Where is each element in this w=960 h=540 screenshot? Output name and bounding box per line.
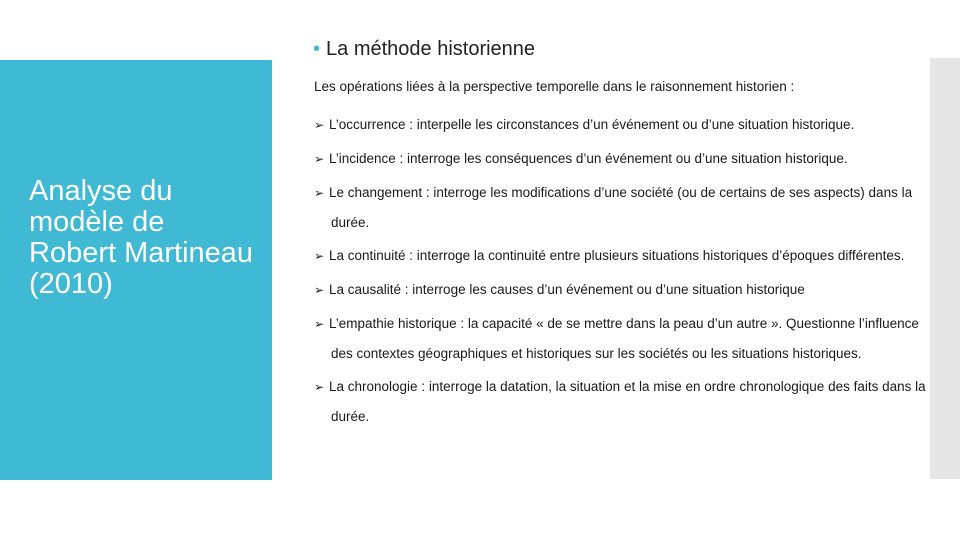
list-item-text: L’empathie historique : la capacité « de se mettre dans la peau d’un autre ». Questionne l’influence des contextes géographiques et historiques sur les sociétés ou les situations historiques. — [329, 316, 919, 361]
side-title: Analyse du modèle de Robert Martineau (2010) — [29, 175, 254, 300]
heading-text: La méthode historienne — [326, 38, 536, 60]
list-item-text: La continuité : interroge la continuité entre plusieurs situations historiques d’époques différentes. — [329, 248, 905, 263]
operations-list — [314, 110, 939, 435]
arrow-bullet-icon: ➢ — [314, 249, 325, 263]
list-item — [314, 275, 939, 305]
list-item — [314, 241, 939, 271]
list-item — [314, 110, 939, 140]
heading-bullet: • — [313, 38, 321, 60]
list-item-text: L’incidence : interroge les conséquences d’un événement ou d’une situation historique. — [329, 151, 848, 166]
arrow-bullet-icon: ➢ — [314, 283, 325, 297]
intro-text: Les opérations liées à la perspective temporelle dans le raisonnement historien : — [314, 79, 795, 94]
list-item-text: La causalité : interroge les causes d’un événement ou d’une situation historique — [329, 282, 805, 297]
arrow-bullet-icon: ➢ — [314, 152, 325, 166]
list-item — [314, 178, 939, 237]
list-item — [314, 144, 939, 174]
arrow-bullet-icon: ➢ — [314, 186, 325, 200]
list-item-text: La chronologie : interroge la datation, la situation et la mise en ordre chronologique des faits dans la durée. — [329, 379, 926, 424]
slide-heading — [313, 38, 535, 61]
arrow-bullet-icon: ➢ — [314, 118, 325, 132]
arrow-bullet-icon: ➢ — [314, 317, 325, 331]
arrow-bullet-icon: ➢ — [314, 380, 325, 394]
list-item-text: Le changement : interroge les modifications d’une société (ou de certains de ses aspects) dans la durée. — [329, 185, 913, 230]
list-item — [314, 309, 939, 368]
list-item — [314, 372, 939, 431]
list-item-text: L’occurrence : interpelle les circonstances d’un événement ou d’une situation historique. — [329, 117, 855, 132]
